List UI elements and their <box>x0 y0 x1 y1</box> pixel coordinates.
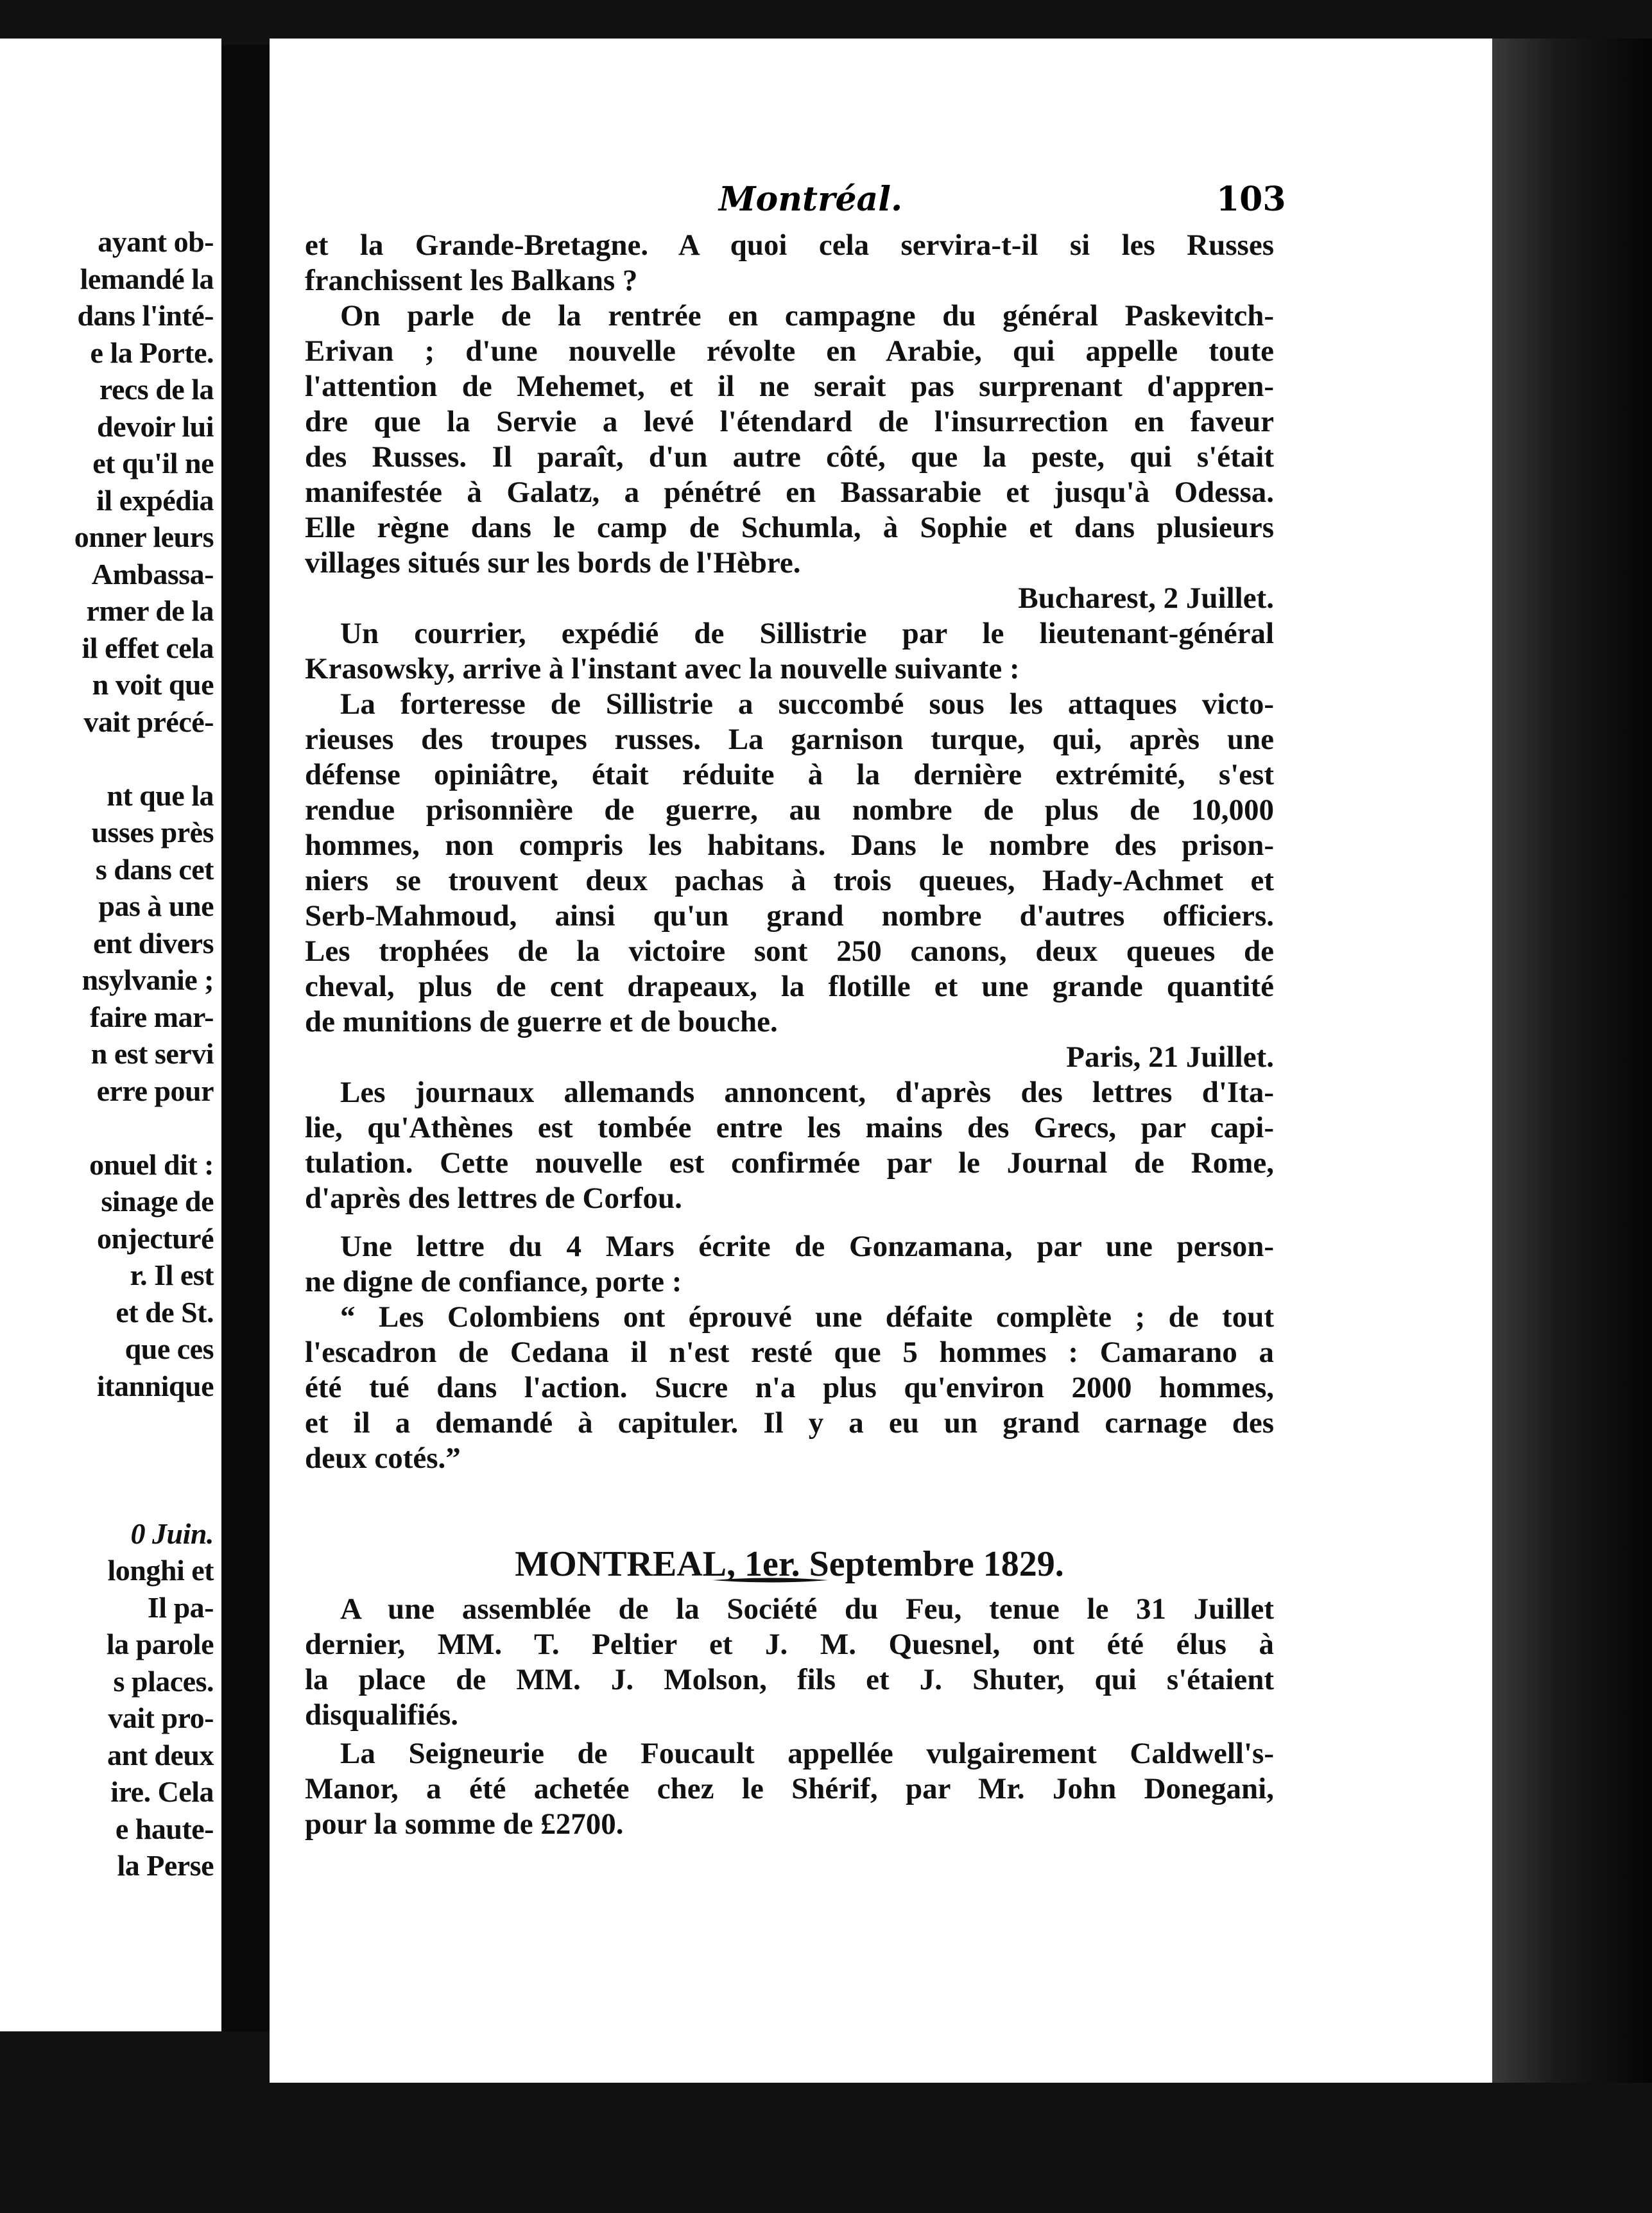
left-fragment-line: r. Il est <box>130 1259 214 1291</box>
body-text-line: disqualifiés. <box>305 1698 458 1732</box>
body-text-line: Krasowsky, arrive à l'instant avec la nouvelle suivante : <box>305 652 1020 685</box>
left-fragment-line: ant deux <box>107 1738 214 1771</box>
left-fragment-line: lemandé la <box>80 262 214 295</box>
left-fragment-line: vait précé- <box>83 705 214 738</box>
body-text-line: dre que la Servie a levé l'étendard de l'insurrection en faveur <box>305 405 1274 438</box>
left-fragment-line: Il pa- <box>147 1590 214 1624</box>
body-text-line: Erivan ; d'une nouvelle révolte en Arabie, qui appelle toute <box>305 334 1274 368</box>
body-text-line: “ Les Colombiens ont éprouvé une défaite complète ; de tout <box>340 1300 1274 1334</box>
section-heading: MONTREAL, 1er. Septembre 1829. <box>515 1544 1064 1584</box>
left-fragment-line: recs de la <box>99 373 214 406</box>
body-text-line: La Seigneurie de Foucault appellée vulgairement Caldwell's- <box>340 1737 1274 1770</box>
body-text-line: Les journaux allemands annoncent, d'après des lettres d'Ita- <box>340 1076 1274 1109</box>
left-fragment-line: n est servi <box>90 1037 214 1070</box>
running-head: Montréal. <box>719 180 903 219</box>
left-fragment-line: pas à une <box>98 890 214 922</box>
body-text-line: de munitions de guerre et de bouche. <box>305 1005 778 1038</box>
body-text-line: d'après des lettres de Corfou. <box>305 1182 682 1215</box>
left-fragment-line: nt que la <box>107 779 214 812</box>
body-text-line: la place de MM. J. Molson, fils et J. Shuter, qui s'étaient <box>305 1663 1274 1696</box>
body-text-line: et il a demandé à capituler. Il y a eu un grand carnage des <box>305 1406 1274 1440</box>
body-text-line: ne digne de confiance, porte : <box>305 1265 682 1298</box>
body-text-line: hommes, non compris les habitans. Dans le nombre des prison- <box>305 829 1274 862</box>
left-fragment-line: e haute- <box>115 1812 214 1845</box>
right-page <box>270 39 1492 2083</box>
body-text-line: été tué dans l'action. Sucre n'a plus qu'environ 2000 hommes, <box>305 1371 1274 1404</box>
left-page-fragment <box>0 39 221 2031</box>
book-gutter <box>221 45 270 2031</box>
left-fragment-line: onuel dit : <box>89 1148 214 1181</box>
left-fragment-line: dans l'inté- <box>77 299 214 332</box>
page-number: 103 <box>1216 180 1286 219</box>
left-fragment-line: usses près <box>91 816 214 848</box>
left-fragment-line: onner leurs <box>74 521 214 553</box>
left-fragment-line: que ces <box>125 1332 214 1365</box>
body-text-line: Une lettre du 4 Mars écrite de Gonzamana, par une person- <box>340 1230 1274 1263</box>
left-fragment-line: la parole <box>106 1628 214 1660</box>
left-fragment-line: s places. <box>113 1664 214 1698</box>
left-fragment-line: la Perse <box>117 1849 214 1882</box>
left-fragment-line: devoir lui <box>96 409 214 443</box>
left-fragment-line: 0 Juin. <box>130 1517 214 1550</box>
body-text-line: Un courrier, expédié de Sillistrie par le lieutenant-général <box>340 617 1274 650</box>
body-text-line: lie, qu'Athènes est tombée entre les mains des Grecs, par capi- <box>305 1111 1274 1144</box>
body-text-line: défense opiniâtre, était réduite à la dernière extrémité, s'est <box>305 758 1274 791</box>
dateline: Bucharest, 2 Juillet. <box>1018 581 1274 615</box>
left-fragment-line: longhi et <box>107 1554 214 1587</box>
left-fragment-line: erre pour <box>96 1074 214 1107</box>
body-text-line: Les trophées de la victoire sont 250 canons, deux queues de <box>305 934 1274 968</box>
body-text-line: On parle de la rentrée en campagne du général Paskevitch- <box>340 299 1274 332</box>
left-fragment-line: n voit que <box>92 668 214 701</box>
body-text-line: l'escadron de Cedana il n'est resté que 5 hommes : Camarano a <box>305 1336 1274 1369</box>
body-text-line: Elle règne dans le camp de Schumla, à Sophie et dans plusieurs <box>305 511 1274 544</box>
left-fragment-line: vait pro- <box>108 1701 214 1734</box>
body-text-line: l'attention de Mehemet, et il ne serait pas surprenant d'appren- <box>305 370 1274 403</box>
left-fragment-line: il effet cela <box>82 631 214 664</box>
left-fragment-line: et qu'il ne <box>92 447 214 479</box>
body-text-line: A une assemblée de la Société du Feu, tenue le 31 Juillet <box>340 1592 1274 1626</box>
body-text-line: rieuses des troupes russes. La garnison turque, qui, après une <box>305 723 1274 756</box>
left-fragment-line: nsylvanie ; <box>82 963 214 996</box>
body-text-line: Serb-Mahmoud, ainsi qu'un grand nombre d'autres officiers. <box>305 899 1274 933</box>
left-fragment-line: ire. Cela <box>110 1775 214 1808</box>
left-fragment-line: onjecturé <box>97 1221 214 1255</box>
left-fragment-line: e la Porte. <box>90 336 214 369</box>
body-text-line: dernier, MM. T. Peltier et J. M. Quesnel, ont été élus à <box>305 1628 1274 1661</box>
body-text-line: cheval, plus de cent drapeaux, la flotille et une grande quantité <box>305 970 1274 1003</box>
dateline: Paris, 21 Juillet. <box>1066 1040 1274 1074</box>
body-text-line: niers se trouvent deux pachas à trois queues, Hady-Achmet et <box>305 864 1274 897</box>
left-fragment-line: rmer de la <box>86 594 214 627</box>
body-text-line: Manor, a été achetée chez le Shérif, par Mr. John Donegani, <box>305 1772 1274 1805</box>
body-text-line: pour la somme de £2700. <box>305 1807 624 1841</box>
body-text-line: des Russes. Il paraît, d'un autre côté, que la peste, qui s'était <box>305 440 1274 474</box>
body-text-line: villages situés sur les bords de l'Hèbre. <box>305 546 801 580</box>
left-fragment-line: ent divers <box>93 926 214 960</box>
body-text-line: franchissent les Balkans ? <box>305 264 638 297</box>
body-text-line: tulation. Cette nouvelle est confirmée par le Journal de Rome, <box>305 1146 1274 1180</box>
page-edge <box>1492 39 1652 2083</box>
body-text-line: et la Grande-Bretagne. A quoi cela servira-t-il si les Russes <box>305 228 1274 262</box>
left-fragment-line: et de St. <box>116 1295 214 1329</box>
body-text-line: La forteresse de Sillistrie a succombé sous les attaques victo- <box>340 687 1274 721</box>
left-fragment-line: faire mar- <box>90 1000 214 1033</box>
body-text-line: deux cotés.” <box>305 1442 461 1475</box>
left-fragment-line: s dans cet <box>95 852 214 886</box>
left-fragment-line: itannique <box>96 1369 214 1402</box>
left-fragment-line: ayant ob- <box>98 225 214 258</box>
body-text-line: rendue prisonnière de guerre, au nombre de plus de 10,000 <box>305 793 1274 827</box>
left-fragment-line: sinage de <box>101 1185 214 1218</box>
left-fragment-line: Ambassa- <box>91 557 214 590</box>
left-fragment-line: il expédia <box>96 483 214 517</box>
body-text-line: manifestée à Galatz, a pénétré en Bassarabie et jusqu'à Odessa. <box>305 476 1274 509</box>
